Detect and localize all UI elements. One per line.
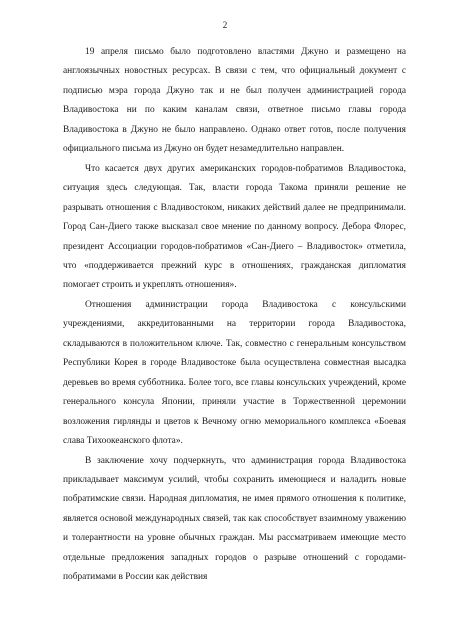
- paragraph-consular-relations: Отношения администрации города Владивостока с консульскими учреждениями, аккредитованными на территории города Владивостока, складываются в положительном ключе. Так, совместно с генеральным консульством Республики Корея в городе Владивостоке была осуществлена совместная высадка деревьев во время субботника. Более того, все главы консульских учреждений, кроме генерального консула Японии, приняли участие в Торжественной церемонии возложения гирлянды и цветов к Вечному огню мемориального комплекса «Боевая слава Тихоокеанского флота».: [63, 299, 406, 447]
- paragraph-juneau-letter: 19 апреля письмо было подготовлено властями Джуно и размещено на англоязычных новостных ресурсах. В связи с тем, что официальный документ с подписью мэра города Джуно так и не был получен администрацией города Владивостока ни по каким каналам связи, ответное письмо главы города Владивостока в Джуно не было направлено. Однако ответ готов, после получения официального письма из Джуно он будет незамедлительно направлен.: [63, 47, 406, 155]
- page-number: 2: [222, 20, 228, 30]
- paragraph-conclusion: В заключение хочу подчеркнуть, что администрация города Владивостока прикладывает максимум усилий, чтобы сохранить имеющиеся и наладить новые побратимские связи. Народная дипломатия, не имея прямого отношения к политике, является основой международных связей, так как способствует взаимному уважению и толерантности на уровне обычных граждан. Мы рассматриваем имеющие место отдельные предложения западных городов о разрыве отношений с городами-побратимами в России как действия: [63, 455, 406, 583]
- body-text: [63, 43, 406, 588]
- paragraph-american-sister-cities: Что касается двух других американских городов-побратимов Владивостока, ситуация здесь следующая. Так, власти города Такома приняли решение не разрывать отношения с Владивостоком, никаких действий далее не предпринимали. Город Сан-Диего также высказал свое мнение по данному вопросу. Дебора Флорес, президент Ассоциации городов-побратимов «Сан-Диего – Владивосток» отметила, что «поддерживается прежний курс в отношениях, гражданская дипломатия помогает строить и укреплять отношения».: [63, 163, 406, 291]
